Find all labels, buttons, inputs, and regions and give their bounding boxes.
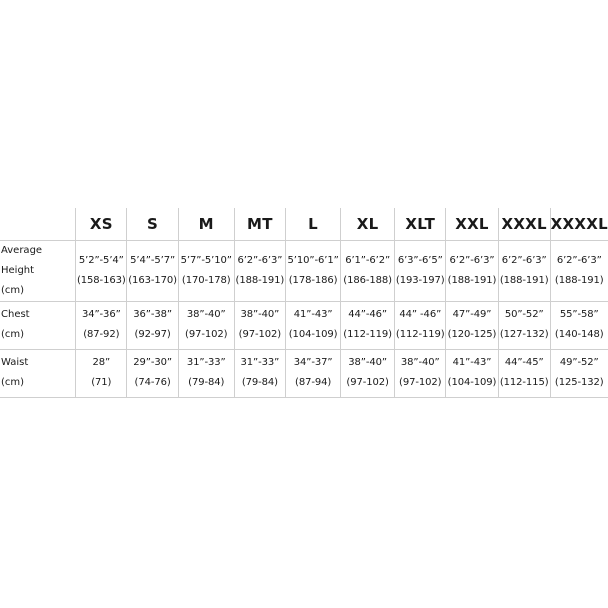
- measurement-cm: (125-132): [554, 377, 604, 388]
- measurement-cell: [395, 349, 446, 397]
- measurement-inches: 5’2”-5’4”: [78, 254, 124, 266]
- measurement-cm: (120-125): [447, 329, 497, 340]
- measurement-cm: (112-115): [499, 377, 549, 388]
- measurement-inches: 50”-52”: [504, 309, 544, 320]
- measurement-cm: (178-186): [288, 274, 338, 286]
- measurement-inches: 6’2”-6’3”: [501, 254, 547, 266]
- average-height-row: [0, 240, 608, 301]
- measurement-cm: (127-132): [499, 329, 549, 340]
- measurement-cell: [286, 349, 341, 397]
- measurement-inches: 55”-58”: [559, 309, 599, 320]
- row-label-unit: (cm): [1, 329, 25, 340]
- measurement-cell: [127, 240, 179, 301]
- measurement-cm: (87-94): [295, 377, 332, 388]
- measurement-inches: 38”-40”: [348, 357, 387, 368]
- measurement-cell: [178, 240, 234, 301]
- size-header-xl: XL: [340, 208, 394, 240]
- measurement-cell: [446, 240, 499, 301]
- measurement-cm: (104-109): [447, 377, 497, 388]
- measurement-inches: 38”-40”: [186, 309, 226, 320]
- measurement-cell: [498, 240, 550, 301]
- size-header-xxxl: XXXL: [498, 208, 550, 240]
- row-label-text: Waist: [1, 357, 29, 368]
- measurement-inches: 29”-30”: [133, 357, 172, 368]
- measurement-inches: 5’7”-5’10”: [180, 254, 232, 266]
- measurement-cell: [234, 349, 286, 397]
- size-header-s: S: [127, 208, 179, 240]
- measurement-inches: 6’2”-6’3”: [556, 254, 602, 266]
- measurement-cm: (104-109): [288, 329, 338, 340]
- measurement-inches: 38”-40”: [240, 309, 280, 320]
- measurement-cm: (92-97): [134, 329, 171, 340]
- size-header-m: M: [178, 208, 234, 240]
- measurement-cm: (193-197): [395, 274, 445, 286]
- size-chart-table: [0, 208, 608, 398]
- measurement-cell: [234, 301, 286, 349]
- measurement-inches: 5’10”-6’1”: [287, 254, 339, 266]
- measurement-cell: [395, 240, 446, 301]
- size-header-xxl: XXL: [446, 208, 499, 240]
- measurement-cell: [234, 240, 286, 301]
- waist-row: [0, 349, 608, 397]
- measurement-cm: (188-191): [235, 274, 285, 286]
- measurement-cell: [178, 349, 234, 397]
- measurement-cm: (186-188): [343, 274, 392, 286]
- measurement-cell: [178, 301, 234, 349]
- measurement-cell: [446, 349, 499, 397]
- row-label-unit: (cm): [1, 284, 25, 296]
- chest-row: [0, 301, 608, 349]
- measurement-cell: [76, 349, 127, 397]
- measurement-inches: 44”-46”: [348, 309, 387, 320]
- size-header-xlt: XLT: [395, 208, 446, 240]
- measurement-inches: 5’4”-5’7”: [130, 254, 176, 266]
- measurement-cell: [395, 301, 446, 349]
- measurement-cell: [340, 301, 394, 349]
- measurement-inches: 28”: [92, 357, 111, 368]
- measurement-cm: (74-76): [134, 377, 171, 388]
- measurement-cm: (97-102): [399, 377, 442, 388]
- header-corner-cell: [0, 208, 76, 240]
- measurement-cell: [286, 240, 341, 301]
- measurement-cell: [340, 240, 394, 301]
- size-header-xs: XS: [76, 208, 127, 240]
- row-label: [0, 349, 76, 397]
- row-label-text: Chest: [1, 309, 30, 320]
- size-header-mt: MT: [234, 208, 286, 240]
- measurement-cm: (97-102): [185, 329, 228, 340]
- measurement-inches: 44”-45”: [504, 357, 544, 368]
- measurement-cm: (97-102): [238, 329, 282, 340]
- row-label: [0, 301, 76, 349]
- measurement-cm: (188-191): [554, 274, 604, 286]
- measurement-cm: (71): [91, 377, 112, 388]
- measurement-cell: [127, 301, 179, 349]
- size-header-xxxxl: XXXXL: [550, 208, 608, 240]
- measurement-cm: (140-148): [554, 329, 604, 340]
- measurement-cell: [498, 301, 550, 349]
- size-header-l: L: [286, 208, 341, 240]
- measurement-cm: (79-84): [188, 377, 225, 388]
- row-label-unit: (cm): [1, 377, 25, 388]
- measurement-cm: (188-191): [499, 274, 549, 286]
- measurement-cm: (188-191): [447, 274, 497, 286]
- measurement-cell: [340, 349, 394, 397]
- measurement-cell: [76, 301, 127, 349]
- measurement-cell: [286, 301, 341, 349]
- measurement-inches: 47”-49”: [452, 309, 492, 320]
- measurement-cm: (112-119): [343, 329, 392, 340]
- measurement-cm: (112-119): [395, 329, 445, 340]
- measurement-cm: (163-170): [128, 274, 177, 286]
- measurement-cell: [76, 240, 127, 301]
- measurement-cell: [127, 349, 179, 397]
- measurement-inches: 34”-37”: [293, 357, 333, 368]
- measurement-inches: 6’3”-6’5”: [397, 254, 443, 266]
- measurement-inches: 49”-52”: [559, 357, 599, 368]
- measurement-cm: (97-102): [346, 377, 389, 388]
- measurement-inches: 6’1”-6’2”: [345, 254, 391, 266]
- size-header-row: [0, 208, 608, 240]
- measurement-inches: 31”-33”: [186, 357, 226, 368]
- measurement-cm: (79-84): [241, 377, 278, 388]
- measurement-cell: [550, 301, 608, 349]
- measurement-cm: (158-163): [76, 274, 126, 286]
- measurement-inches: 41”-43”: [452, 357, 492, 368]
- measurement-inches: 31”-33”: [240, 357, 280, 368]
- measurement-inches: 6’2”-6’3”: [237, 254, 283, 266]
- measurement-inches: 36”-38”: [133, 309, 172, 320]
- measurement-inches: 41”-43”: [293, 309, 333, 320]
- measurement-cell: [550, 349, 608, 397]
- measurement-inches: 34”-36”: [81, 309, 121, 320]
- measurement-inches: 6’2”-6’3”: [449, 254, 495, 266]
- row-label-text: Average Height: [1, 244, 43, 276]
- measurement-cell: [446, 301, 499, 349]
- measurement-cm: (87-92): [83, 329, 120, 340]
- measurement-cell: [498, 349, 550, 397]
- measurement-cm: (170-178): [181, 274, 231, 286]
- measurement-inches: 38”-40”: [400, 357, 440, 368]
- measurement-cell: [550, 240, 608, 301]
- size-chart-body: [0, 240, 608, 397]
- measurement-inches: 44” -46”: [399, 309, 442, 320]
- row-label: [0, 240, 76, 301]
